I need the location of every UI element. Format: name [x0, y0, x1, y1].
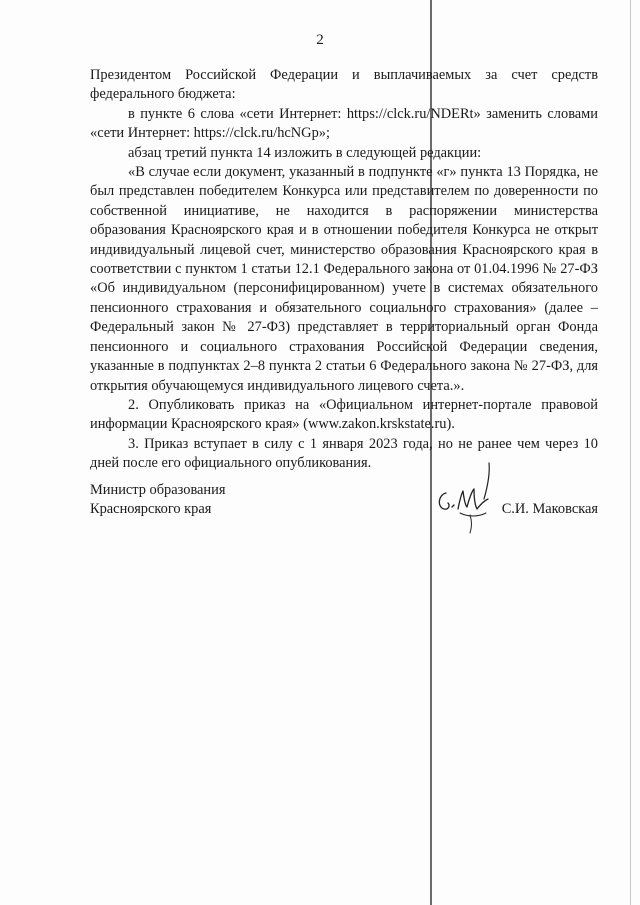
signature-block: [90, 481, 600, 519]
scan-artifact-edge: [630, 0, 631, 905]
paragraph-amend-point-14: абзац третий пункта 14 изложить в следующей редакции:: [128, 144, 482, 161]
paragraph-continuation: Президентом Российской Федерации и выплачиваемых за счет средств федерального бюджета:: [90, 67, 598, 103]
signatory-name: С.И. Маковская: [501, 501, 598, 517]
handwritten-signature: [432, 455, 494, 535]
paragraph-effective-date: 3. Приказ вступает в силу с 1 января 2023 года, но не ранее чем через 10 дней после его официального опубликования.: [90, 435, 598, 472]
page-number: 2: [316, 32, 324, 48]
signatory-title-line1: Министр образования: [90, 482, 226, 498]
signatory-title-line2: Красноярского края: [90, 501, 212, 517]
paragraph-quoted-text: «В случае если документ, указанный в подпункте «г» пункта 13 Порядка, не был представлен победителем Конкурса или представителем по доверенности по собственной инициативе, не находится в распоряжении министерства образования Красноярского края и в отношении победителя Конкурса не открыт индивидуальный лицевой счет, министерство образования Красноярского края в соответствии с пунктом 1 статьи 12.1 Федерального закона от 01.04.1996 № 27-ФЗ «Об индивидуальном (персонифицированном) учете в системах обязательного пенсионного страхования и обязательного социального страхования» (далее – Федеральный закон № 27-ФЗ) представляет в территориальный орган Фонда пенсионного и социального страхования Российской Федерации сведения, указанные в подпунктах 2–8 пункта 2 статьи 6 Федерального закона № 27-ФЗ, для открытия обучающемуся индивидуального лицевого счета.».: [90, 164, 598, 394]
paragraph-publish: 2. Опубликовать приказ на «Официальном интернет-портале правовой информации Красноярского края» (www.zakon.krskstate.ru).: [90, 396, 598, 433]
document-body: [90, 66, 598, 474]
paragraph-amend-point-6: в пункте 6 слова «сети Интернет: https://clck.ru/NDERt» заменить словами «сети Интернет: https://clck.ru/hcNGp»;: [90, 105, 598, 142]
